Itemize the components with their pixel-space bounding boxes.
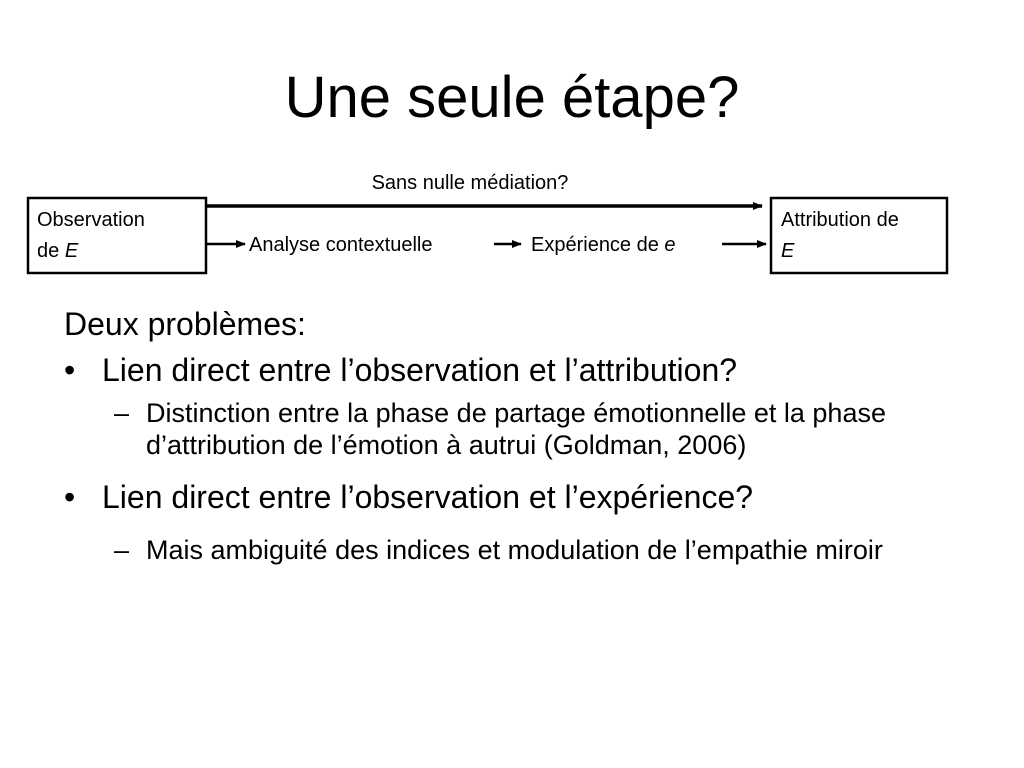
top-arrow-label: Sans nulle médiation? [371, 172, 569, 194]
experience-step-label [531, 234, 676, 256]
slide-title: Une seule étape? [284, 65, 740, 130]
observation-box-line2 [37, 240, 79, 262]
bullet-item-2 [64, 478, 984, 516]
observation-box-prefix: de [37, 240, 65, 262]
experience-variable: e [664, 234, 676, 256]
bullet-marker: • [64, 479, 76, 515]
bullet-marker: • [64, 352, 76, 388]
sub-bullet-text: Mais ambiguité des indices et modulation de l’empathie miroir [146, 535, 883, 565]
slide-body [64, 300, 984, 572]
sub-bullet-marker: – [114, 535, 130, 565]
observation-box-line1: Observation [37, 209, 145, 231]
attribution-box-line1: Attribution de [781, 209, 899, 231]
sub-bullet-item-1 [114, 397, 966, 461]
bullet-text: Lien direct entre l’observation et l’expérience? [102, 479, 754, 515]
bullet-item-1 [64, 351, 984, 389]
experience-step-prefix: Expérience de [531, 234, 665, 256]
sub-bullet-item-2 [114, 528, 966, 572]
analysis-step-label: Analyse contextuelle [249, 234, 433, 256]
intro-heading: Deux problèmes: [64, 306, 306, 342]
attribution-variable: E [781, 240, 795, 262]
sub-bullet-text: Distinction entre la phase de partage émotionnelle et la phase d’attribution de l’émotion à autrui (Goldman, 2006) [146, 398, 886, 460]
observation-variable: E [64, 240, 79, 262]
bullet-text: Lien direct entre l’observation et l’attribution? [102, 352, 738, 388]
sub-bullet-marker: – [114, 398, 130, 428]
